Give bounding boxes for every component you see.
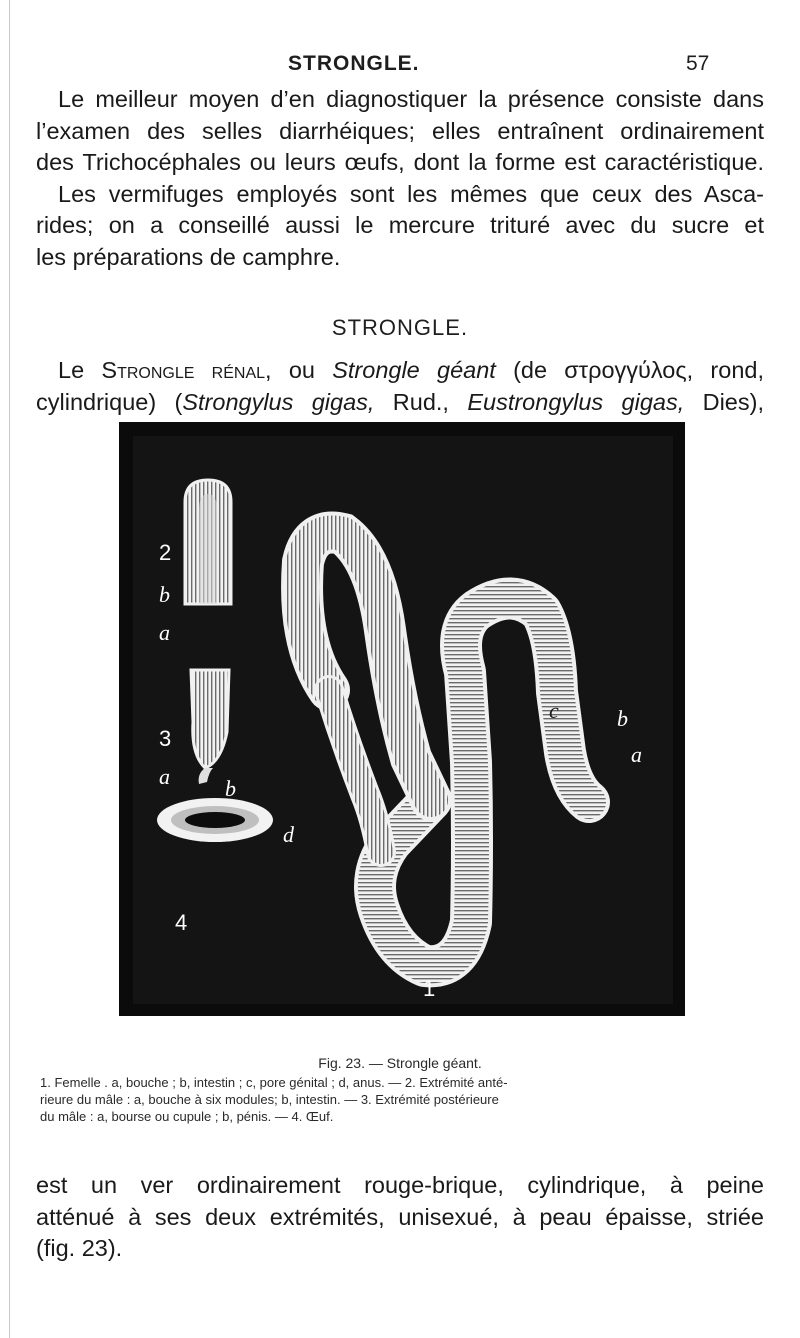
paragraph-description — [36, 1170, 764, 1265]
label-b-mid: b — [225, 776, 236, 801]
text-line: des Trichocéphales ou leurs œufs, dont la forme est caractéristique. — [36, 149, 764, 175]
label-a-right: a — [631, 742, 642, 767]
caption-line: 1. Femelle . a, bouche ; b, intestin ; c, pore génital ; d, anus. — 2. Extrémité anté- — [40, 1075, 508, 1090]
text-line: (fig. 23). — [36, 1235, 123, 1261]
text-line: l’examen des selles diarrhéiques; elles entraînent ordinairement — [36, 117, 764, 144]
label-a-left: a — [159, 620, 170, 645]
text-line: Le meilleur moyen d’en diagnostiquer la présence consiste dans — [58, 86, 764, 112]
label-2: 2 — [159, 540, 172, 565]
text-line: est un ver ordinairement rouge-brique, cylindrique, à peine — [36, 1172, 764, 1198]
caption-title: Fig. 23. — Strongle géant. — [318, 1055, 482, 1071]
text-line: atténué à ses deux extrémités, unisexué, à peau épaisse, striée — [36, 1203, 764, 1230]
strongle-illustration — [119, 422, 685, 1016]
label-1: 1 — [423, 976, 436, 1001]
paragraph-diagnosis — [36, 84, 764, 273]
text-line: Le Strongle rénal, ou Strongle géant (de στρογγύλος, rond, — [58, 357, 764, 383]
caption-line: du mâle : a, bourse ou cupule ; b, pénis. — 4. Œuf. — [40, 1109, 334, 1124]
label-d: d — [283, 822, 294, 847]
caption-line: rieure du mâle : a, bouche à six modules; b, intestin. — 3. Extrémité postérieure — [40, 1092, 499, 1107]
figure-caption — [0, 1055, 800, 1125]
label-a-mid: a — [159, 764, 170, 789]
label-3: 3 — [159, 726, 172, 751]
label-b-left: b — [159, 582, 170, 607]
section-heading: STRONGLE. — [331, 315, 469, 340]
text-line: les préparations de camphre. — [36, 243, 341, 270]
page-number: 57 — [686, 52, 710, 75]
paragraph-intro — [36, 355, 764, 418]
text-line: rides; on a conseillé aussi le mercure trituré avec du sucre et — [36, 212, 764, 238]
page-header — [0, 52, 800, 82]
caption-body — [40, 1074, 762, 1125]
label-4: 4 — [175, 910, 188, 935]
figure-strongle — [119, 422, 685, 1016]
label-b-right: b — [617, 706, 628, 731]
text-line: Les vermifuges employés sont les mêmes que ceux des Asca- — [58, 180, 764, 207]
label-c: c — [549, 698, 559, 723]
page-edge-line — [9, 0, 10, 1338]
specimen-2-anterior-male — [185, 480, 231, 604]
text-line: cylindrique) (Strongylus gigas, Rud., Eustrongylus gigas, Dies), — [36, 388, 764, 415]
running-title: STRONGLE. — [288, 52, 420, 75]
specimen-4-egg — [157, 798, 273, 842]
